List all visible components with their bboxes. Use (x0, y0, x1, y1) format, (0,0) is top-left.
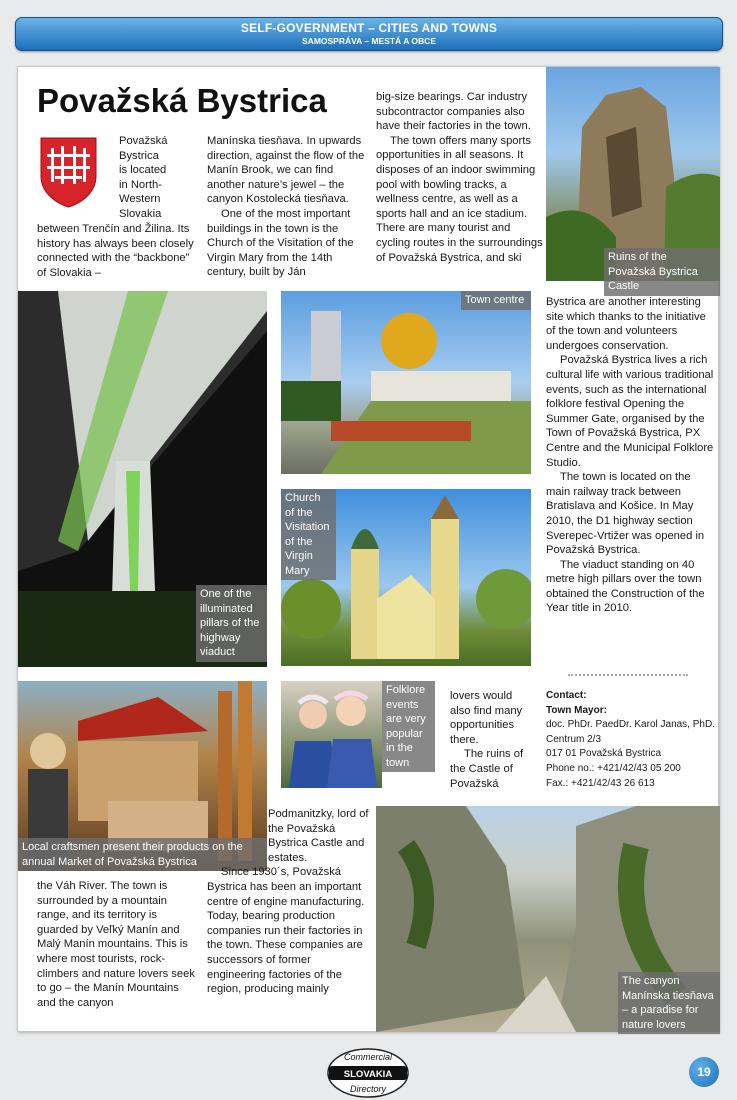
page-number: 19 (689, 1057, 719, 1087)
logo-bottom-text: Directory (349, 1084, 387, 1094)
text-line: Western (119, 193, 161, 206)
text-line: in North- (119, 178, 162, 191)
text-line: is located (119, 164, 167, 177)
paragraph: Bystrica are another interesting site which thanks to the initiative of the town and volunteers undergoes conservation. (546, 296, 706, 352)
caption-viaduct: One of the illuminated pillars of the highway viaduct (196, 585, 267, 662)
caption-market: Local craftsmen present their products on the annual Market of Považská Bystrica (18, 838, 267, 871)
contact-block (546, 689, 716, 791)
paragraph (207, 207, 367, 280)
caption-church: Church of the Visitation of the Virgin Mary (281, 489, 336, 580)
contact-fax: Fax.: +421/42/43 26 613 (546, 777, 655, 789)
text-line: Bystrica (119, 149, 159, 162)
paragraph: lovers would also find many opportunities there. (450, 690, 523, 746)
section-title-en: SELF-GOVERNMENT – CITIES AND TOWNS (240, 21, 498, 35)
article-page (17, 66, 719, 1032)
section-title-sk: SAMOSPRÁVA – MESTÁ A OBCE (302, 36, 436, 46)
caption-canyon: The canyon Manínska tiesňava – a paradise for nature lovers (618, 972, 720, 1034)
paragraph-text: Považská Bystrica lives a rich cultural life with various traditional events, such as the international folklore festival Opening the Summer Gate, organised by the Town of Považská Bystrica, PX Centre and the Municipal Folklore Studio. (546, 354, 714, 469)
col3-text (376, 90, 546, 265)
logo-top-text: Commercial (343, 1052, 393, 1062)
contact-phone: Phone no.: +421/42/43 05 200 (546, 762, 681, 774)
text-line: Považská (119, 135, 168, 147)
logo-mid-text: SLOVAKIA (343, 1069, 393, 1080)
folklore-photo (281, 681, 382, 788)
text-line: Slovakia (119, 207, 162, 220)
section-banner (15, 17, 723, 51)
contact-name: doc. PhDr. PaedDr. Karol Janas, PhD. (546, 719, 715, 731)
paragraph-text: The ruins of the Castle of Považská (450, 748, 524, 790)
col1-intro (119, 134, 189, 222)
paragraph-text: The viaduct standing on 40 metre high pillars over the town obtained the Construction of the Year title in 2010. (546, 558, 705, 615)
paragraph (450, 747, 532, 791)
paragraph (546, 558, 714, 616)
paragraph: the Váh River. The town is surrounded by a mountain range, and its territory is guarded by Veľký Manín and Malý Manín mountains. This is where most tourists, rock-climbers and nature lovers seek to go – the Manín Mountains and the canyon (37, 880, 195, 1009)
paragraph-text: The town offers many sports opportunities in all seasons. It disposes of an indoor swimming pool with bowling tracks, a wellness centre, as well as a sports hall and an ice stadium. There are many tourist and cycling routes in the surroundings of Považská Bystrica, and ski (376, 134, 543, 264)
paragraph-text: One of the most important buildings in the town is the Church of the Visitation of the Virgin Mary from the 14th century, built by Ján (207, 207, 354, 279)
bottom-col2-text (207, 807, 372, 997)
middle-text (450, 689, 532, 791)
contact-role: Town Mayor: (546, 704, 607, 716)
bottom-col1-text (37, 879, 199, 1010)
divider (568, 674, 688, 676)
paragraph (546, 353, 714, 470)
article-title: Považská Bystrica (37, 82, 327, 119)
commercial-directory-logo (326, 1047, 410, 1099)
contact-street: Centrum 2/3 (546, 733, 602, 745)
coat-of-arms-icon (39, 136, 98, 208)
contact-heading: Contact: (546, 690, 587, 701)
caption-town-centre: Town centre (461, 291, 531, 310)
caption-folklore: Folklore events are very popular in the town (382, 681, 435, 772)
right-column-text (546, 295, 714, 616)
paragraph (207, 865, 372, 996)
col2-text (207, 134, 367, 280)
contact-city: 017 01 Považská Bystrica (546, 748, 662, 760)
paragraph (546, 470, 714, 558)
col1-continued: between Trenčín and Žilina. Its history has always been closely connected with the “backbone” of Slovakia – (37, 223, 194, 279)
paragraph: Podmanitzky, lord of the Považská Bystrica Castle and estates. (268, 808, 369, 864)
caption-castle: Ruins of the Považská Bystrica Castle (604, 248, 720, 296)
paragraph (376, 134, 546, 265)
town-centre-photo (281, 291, 531, 474)
paragraph: Manínska tiesňava. In upwards direction, against the flow of the Manín Brook, we can find another nature’s jewel – the canyon Kostolecká tiesňava. (207, 135, 365, 206)
paragraph-text: The town is located on the main railway track between Bratislava and Košice. In May 2010, the D1 highway section Sverepec-Vrtižer was opened in Považská Bystrica. (546, 471, 705, 557)
paragraph: big-size bearings. Car industry subcontractor companies also have their factories in the town. (376, 91, 531, 133)
paragraph-text: Since 1930´s, Považská Bystrica has been an important centre of engine manufacturing. Today, bearing production companies run their factories in the town. These companies are successors of former engineering factories of the region, producing mainly (207, 866, 365, 996)
